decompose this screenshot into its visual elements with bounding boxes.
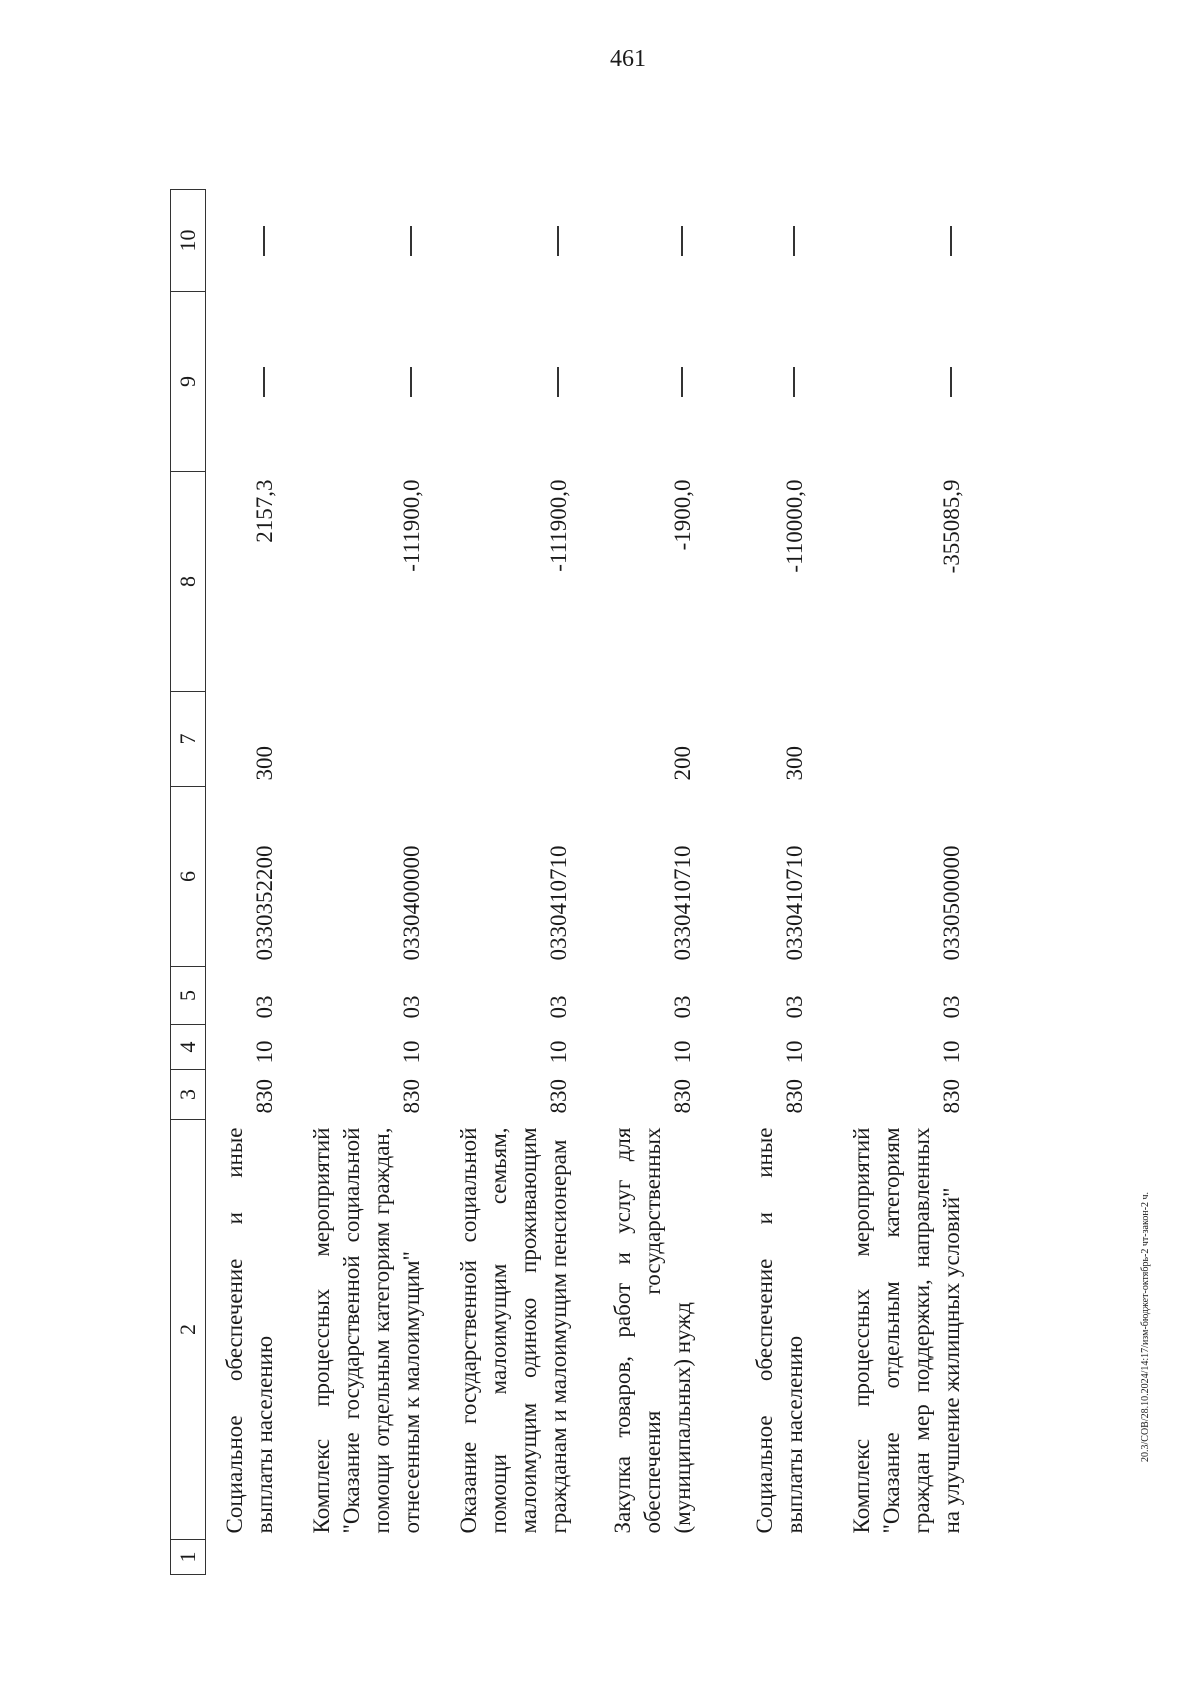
row-value-9	[433, 292, 580, 472]
row-name: Закупка товаров, работ и услуг для обеспечения государственных (муниципальных) нужд	[610, 1127, 695, 1534]
row-code-3: 830	[252, 1079, 277, 1114]
table-row	[816, 190, 973, 1575]
dash-mark	[681, 227, 683, 257]
dash-mark	[557, 368, 559, 398]
row-value-9	[286, 292, 433, 472]
row-value-10	[433, 190, 580, 292]
table-row	[286, 190, 433, 1575]
row-value-10	[580, 190, 704, 292]
row-code-5: 03	[939, 995, 964, 1019]
row-cell-1	[433, 1540, 580, 1575]
page-number: 461	[610, 46, 646, 72]
row-code-7: 300	[252, 746, 277, 781]
row-value-8: -110000,0	[782, 479, 807, 573]
row-name: Социальное обеспечение и иные выплаты населению	[752, 1127, 807, 1534]
row-value-10	[704, 190, 816, 292]
dash-mark	[793, 368, 795, 398]
col-header-1: 1	[171, 1540, 206, 1575]
row-code-4: 10	[782, 1040, 807, 1064]
col-header-3: 3	[171, 1070, 206, 1120]
row-code-6: 0330410710	[546, 845, 571, 961]
dash-mark	[410, 227, 412, 257]
dash-mark	[681, 368, 683, 398]
table-row	[704, 190, 816, 1575]
dash-mark	[950, 368, 952, 398]
dash-mark	[263, 368, 265, 398]
row-value-9	[580, 292, 704, 472]
row-value-8: -111900,0	[546, 479, 571, 572]
dash-mark	[410, 368, 412, 398]
row-name: Комплекс процессных мероприятий "Оказание отдельным категориям граждан мер поддержки, направленных на улучшение жилищных условий"	[849, 1127, 964, 1534]
row-code-6: 0330500000	[939, 845, 964, 961]
row-code-4: 10	[399, 1040, 424, 1064]
row-code-4: 10	[939, 1040, 964, 1064]
row-cell-1	[206, 1540, 287, 1575]
row-code-5: 03	[252, 995, 277, 1019]
row-code-6: 0330400000	[399, 845, 424, 961]
row-value-10	[816, 190, 973, 292]
row-code-5: 03	[546, 995, 571, 1019]
col-header-10: 10	[171, 190, 206, 292]
col-header-7: 7	[171, 692, 206, 787]
budget-table-rotated	[170, 190, 1040, 1575]
row-code-3: 830	[670, 1079, 695, 1114]
row-code-4: 10	[252, 1040, 277, 1064]
budget-table	[170, 189, 973, 1575]
row-cell-1	[580, 1540, 704, 1575]
row-cell-1	[704, 1540, 816, 1575]
dash-mark	[793, 227, 795, 257]
row-code-5: 03	[670, 995, 695, 1019]
row-name: Социальное обеспечение и иные выплаты населению	[222, 1127, 277, 1534]
col-header-6: 6	[171, 787, 206, 967]
row-value-10	[286, 190, 433, 292]
row-value-9	[816, 292, 973, 472]
row-code-7: 200	[670, 746, 695, 781]
row-code-4: 10	[546, 1040, 571, 1064]
row-code-3: 830	[782, 1079, 807, 1114]
footer-note-text: 20.3/СОВ/28.10.2024/14:17/изм-бюджет-октябрь-2 чт-закон-2 ч.	[1140, 1191, 1151, 1462]
row-code-3: 830	[546, 1079, 571, 1114]
table-row	[206, 190, 287, 1575]
row-code-3: 830	[939, 1079, 964, 1114]
row-value-10	[206, 190, 287, 292]
table-header	[171, 190, 206, 1575]
row-code-7	[286, 692, 433, 787]
header-row	[171, 190, 206, 1575]
row-code-4: 10	[670, 1040, 695, 1064]
col-header-9: 9	[171, 292, 206, 472]
row-code-7: 300	[782, 746, 807, 781]
table-row	[433, 190, 580, 1575]
row-value-8: -111900,0	[399, 479, 424, 572]
row-name: Комплекс процессных мероприятий "Оказание государственной социальной помощи отдельным категориям граждан, отнесенным к малоимущим"	[309, 1127, 424, 1534]
row-value-8: -1900,0	[670, 479, 695, 551]
table-row	[580, 190, 704, 1575]
row-value-9	[704, 292, 816, 472]
row-code-6: 0330410710	[782, 845, 807, 961]
col-header-8: 8	[171, 472, 206, 692]
dash-mark	[557, 227, 559, 257]
row-cell-1	[816, 1540, 973, 1575]
dash-mark	[950, 227, 952, 257]
col-header-4: 4	[171, 1025, 206, 1070]
row-code-7	[816, 692, 973, 787]
row-code-6: 0330410710	[670, 845, 695, 961]
row-cell-1	[286, 1540, 433, 1575]
table-body	[206, 190, 974, 1575]
row-code-6: 0330352200	[252, 845, 277, 961]
row-code-5: 03	[399, 995, 424, 1019]
row-code-5: 03	[782, 995, 807, 1019]
dash-mark	[263, 227, 265, 257]
row-value-8: 2157,3	[252, 479, 277, 543]
col-header-5: 5	[171, 967, 206, 1025]
row-name: Оказание государственной социальной помощи малоимущим семьям, малоимущим одиноко проживающим гражданам и малоимущим пенсионерам	[456, 1127, 571, 1534]
row-code-3: 830	[399, 1079, 424, 1114]
col-header-2: 2	[171, 1120, 206, 1540]
row-value-9	[206, 292, 287, 472]
row-value-8: -355085,9	[939, 479, 964, 574]
row-code-7	[433, 692, 580, 787]
